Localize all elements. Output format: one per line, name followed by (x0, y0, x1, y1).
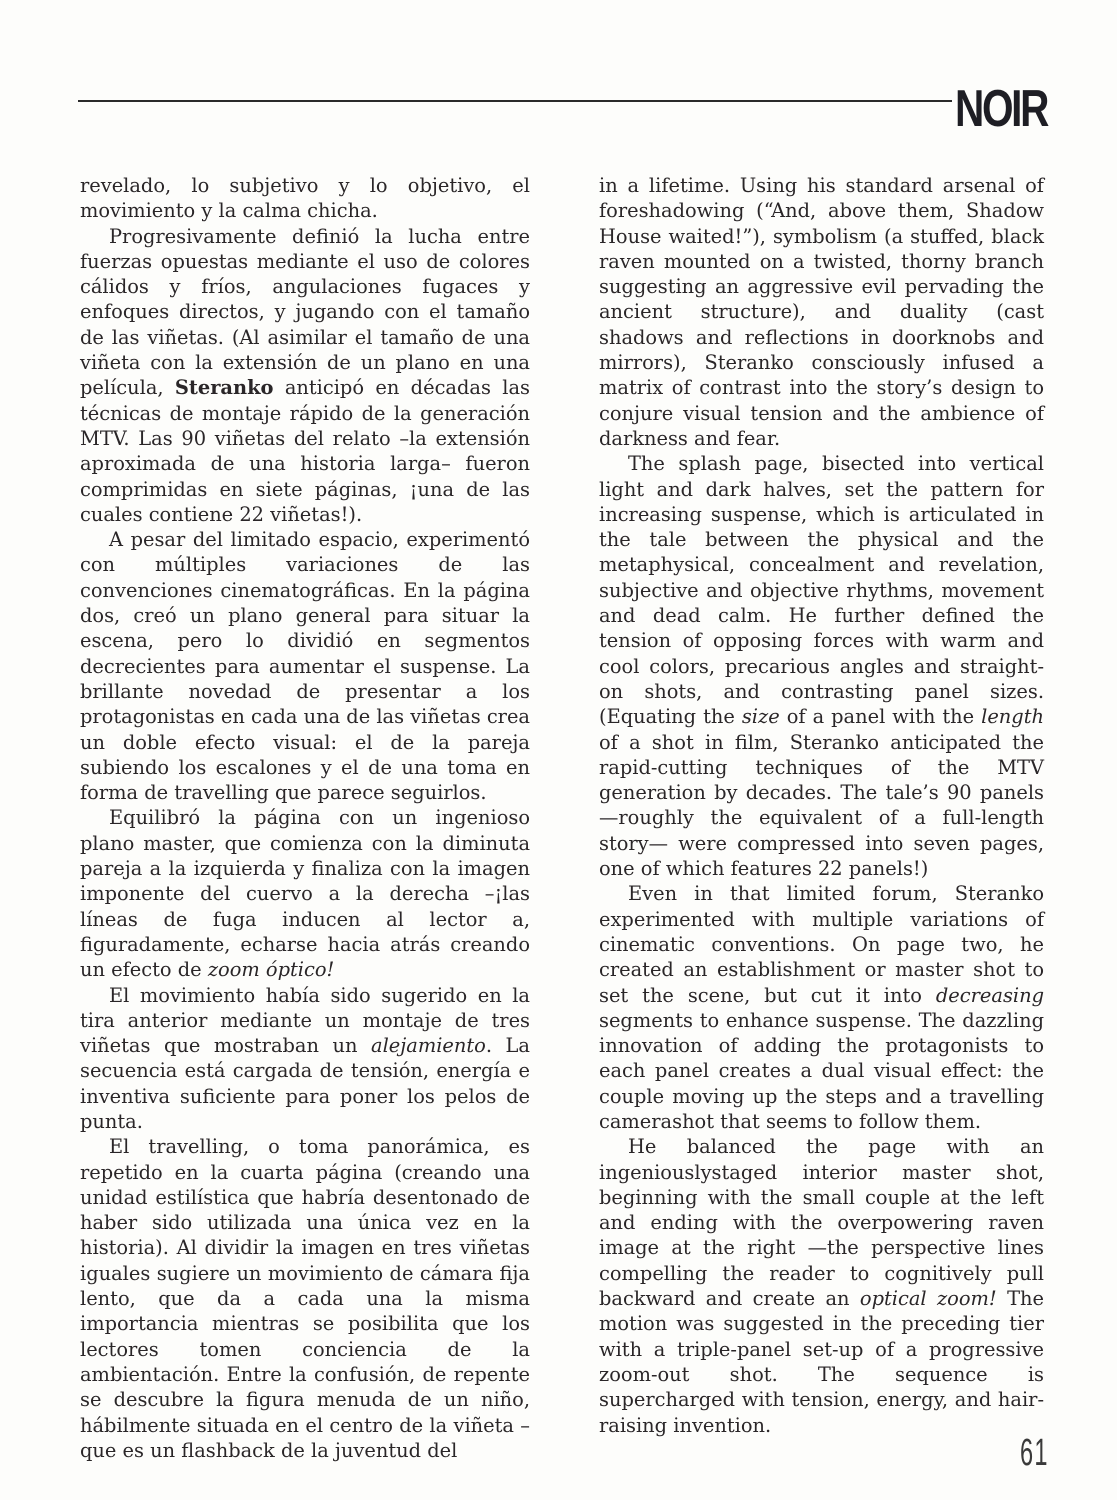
header-rule (78, 100, 952, 102)
italic-emphasis: length (981, 705, 1044, 729)
bold-name: Steranko (174, 376, 274, 400)
text-run: of a shot in film, Steranko anticipated the rapid-cutting techniques of the MTV generation by decades. The tale’s 90 panels —roughly the equivalent of a full-length story— were compressed into seven pages, one of which features 22 panels!) (599, 730, 1044, 881)
paragraph (599, 451, 1044, 881)
paragraph (80, 1134, 530, 1463)
text-run: He balanced the page with an ingeniouslystaged interior master shot, beginning with the small couple at the left and ending with the overpowering raven image at the right —the perspective lines compelling the reader to cognitively pull backward and create an (599, 1135, 1044, 1311)
paragraph (599, 1134, 1044, 1438)
text-run: El travelling, o toma panorámica, es repetido en la cuarta página (creando una unidad estilística que habría desentonado de haber sido utilizada una única vez en la historia). Al dividir la imagen en tres viñetas iguales sugiere un movimiento de cámara fija lento, que da a cada una la misma importancia mientras se posibilita que los lectores tomen conciencia de la ambientación. Entre la confusión, de repente se descubre la figura menuda de un niño, hábilmente situada en el centro de la viñeta –que es un flashback de la juventud del (80, 1135, 530, 1462)
text-run: The motion was suggested in the preceding tier with a triple-panel set-up of a progressive zoom-out shot. The sequence is supercharged with tension, energy, and hairraising invention. (599, 1287, 1044, 1437)
text-run: The splash page, bisected into vertical light and dark halves, set the pattern for increasing suspense, which is articulated in the tale between the physical and the metaphysical, concealment and revelation, subjective and objective rhythms, movement and dead calm. He further defined the tension of opposing forces with warm and cool colors, precarious angles and straight-on shots, and contrasting panel sizes. (Equating the (599, 452, 1044, 729)
paragraph (80, 805, 530, 982)
paragraph (599, 173, 1044, 451)
paragraph (80, 173, 530, 224)
italic-emphasis: optical zoom! (859, 1287, 997, 1311)
text-run: Equilibró la página con un ingenioso plano master, que comienza con la diminuta pareja a la izquierda y finaliza con la imagen imponente del cuervo a la derecha –¡las líneas de fuga inducen al lector a, figuradamente, echarse hacia atrás creando un efecto de (80, 806, 530, 982)
paragraph (599, 881, 1044, 1134)
left-column-spanish (80, 173, 530, 1463)
text-run: Progresivamente definió la lucha entre fuerzas opuestas mediante el uso de colores cálidos y fríos, angulaciones fugaces y enfoques directos, y jugando con el tamaño de las viñetas. (Al asimilar el tamaño de una viñeta con la extensión de un plano en una película, (80, 224, 530, 400)
text-run: of a panel with the (779, 705, 982, 729)
logo-text: NOIR (955, 80, 1048, 138)
text-run: . La secuencia está cargada de tensión, energía e inventiva suficiente para poner los pelos de punta. (80, 1034, 530, 1133)
text-run: segments to enhance suspense. The dazzling innovation of adding the protagonists to each panel creates a dual visual effect: the couple moving up the steps and a travelling camerashot that seems to follow them. (599, 1008, 1044, 1133)
italic-emphasis: decreasing (935, 983, 1044, 1007)
text-run: A pesar del limitado espacio, experimentó con múltiples variaciones de las convenciones cinematográficas. En la página dos, creó un plano general para situar la escena, pero lo dividió en segmentos decrecientes para aumentar el suspense. La brillante novedad de presentar a los protagonistas en cada una de las viñetas crea un doble efecto visual: el de la pareja subiendo los escalones y el de una toma en forma de travelling que parece seguirlos. (80, 528, 530, 805)
paragraph (80, 983, 530, 1135)
text-run: anticipó en décadas las técnicas de montaje rápido de la generación MTV. Las 90 viñetas del relato –la extensión aproximada de una historia larga– fueron comprimidas en siete páginas, ¡una de las cuales contiene 22 viñetas!). (80, 376, 530, 526)
text-run: Even in that limited forum, Steranko experimented with multiple variations of cinematic conventions. On page two, he created an establishment or master shot to set the scene, but cut it into (599, 882, 1044, 1007)
paragraph (80, 527, 530, 805)
noir-logo (955, 80, 1048, 138)
right-column-english (599, 173, 1044, 1438)
text-run: El movimiento había sido sugerido en la tira anterior mediante un montaje de tres viñetas que mostraban un (80, 983, 530, 1058)
text-run: in a lifetime. Using his standard arsenal of foreshadowing (“And, above them, Shadow House waited!”), symbolism (a stuffed, black raven mounted on a twisted, thorny branch suggesting an aggressive evil pervading the ancient structure), and duality (cast shadows and reflections in doorknobs and mirrors), Steranko consciously infused a matrix of contrast into the story’s design to conjure visual tension and the ambience of darkness and fear. (599, 174, 1044, 450)
text-run: revelado, lo subjetivo y lo objetivo, el movimiento y la calma chicha. (80, 174, 530, 223)
italic-emphasis: size (741, 705, 780, 729)
paragraph (80, 224, 530, 528)
italic-emphasis: zoom óptico! (207, 958, 335, 982)
page-number: 61 (1020, 1432, 1049, 1474)
italic-emphasis: alejamiento (371, 1034, 486, 1058)
